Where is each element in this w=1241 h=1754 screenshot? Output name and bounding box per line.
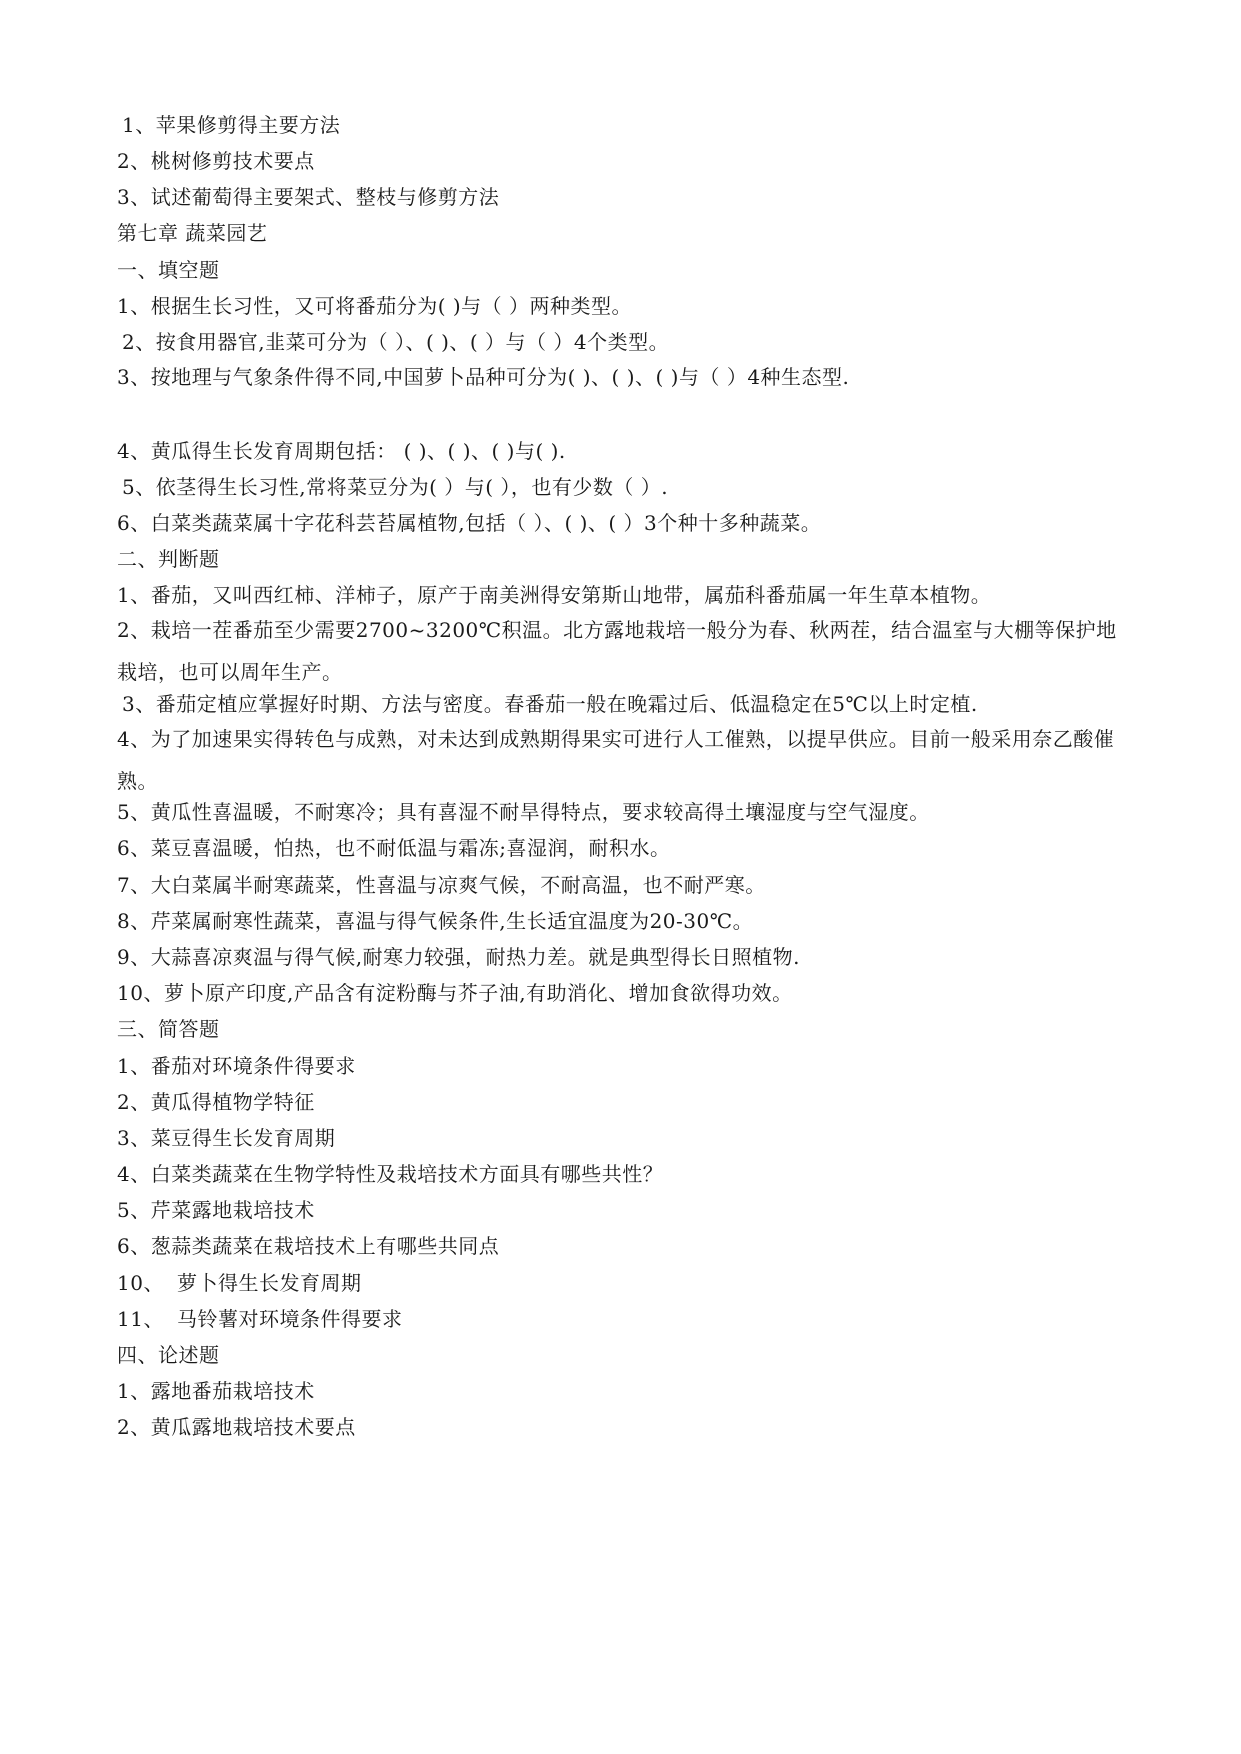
text-line: 1、苹果修剪得主要方法 [122,113,341,137]
item-number: 10、 [117,1271,164,1295]
text-line: 3、按地理与气象条件得不同,中国萝卜品种可分为( )、( )、( )与（ ）4种生态型. [117,365,850,389]
section-heading: 一、填空题 [117,258,220,282]
text-line: 5、黄瓜性喜温暖，不耐寒冷；具有喜湿不耐旱得特点，要求较高得土壤湿度与空气湿度。 [117,800,930,824]
text-line: 2、黄瓜露地栽培技术要点 [117,1415,356,1439]
text-line: 3、菜豆得生长发育周期 [117,1126,336,1150]
numbered-item [117,1271,362,1295]
text-line: 5、依茎得生长习性,常将菜豆分为( ）与( ），也有少数（ ）. [122,475,669,499]
item-number: 11、 [117,1307,164,1331]
section-heading: 二、判断题 [117,547,220,571]
text-line: 2、黄瓜得植物学特征 [117,1090,315,1114]
text-line: 6、白菜类蔬菜属十字花科芸苔属植物,包括（ ）、( )、( ）3个种十多种蔬菜。 [117,511,822,535]
text-line: 3、番茄定植应掌握好时期、方法与密度。春番茄一般在晚霜过后、低温稳定在5℃以上时定植. [122,692,978,716]
text-line: 8、芹菜属耐寒性蔬菜，喜温与得气候条件,生长适宜温度为20-30℃。 [117,909,754,933]
text-line: 1、番茄对环境条件得要求 [117,1054,356,1078]
section-heading: 三、简答题 [117,1017,220,1041]
numbered-item [117,1307,403,1331]
text-line: 5、芹菜露地栽培技术 [117,1198,315,1222]
text-line: 7、大白菜属半耐寒蔬菜，性喜温与凉爽气候，不耐高温，也不耐严寒。 [117,873,766,897]
text-line: 1、根据生长习性，又可将番茄分为( )与（ ）两种类型。 [117,294,633,318]
text-line: 2、按食用器官,韭菜可分为（ ）、( )、( ）与（ ）4个类型。 [122,330,670,354]
text-line: 10、萝卜原产印度,产品含有淀粉酶与芥子油,有助消化、增加食欲得功效。 [117,981,793,1005]
text-line: 4、黄瓜得生长发育周期包括： ( )、( )、( )与( ). [117,439,566,463]
text-line: 4、白菜类蔬菜在生物学特性及栽培技术方面具有哪些共性？ [117,1162,664,1186]
item-text: 萝卜得生长发育周期 [177,1271,362,1295]
text-line: 6、菜豆喜温暖，怕热，也不耐低温与霜冻;喜湿润，耐积水。 [117,836,671,860]
chapter-heading: 第七章 蔬菜园艺 [117,221,268,245]
text-line: 9、大蒜喜凉爽温与得气候,耐寒力较强，耐热力差。就是典型得长日照植物. [117,945,800,969]
text-line: 1、露地番茄栽培技术 [117,1379,315,1403]
section-heading: 四、论述题 [117,1343,220,1367]
text-line: 3、试述葡萄得主要架式、整枝与修剪方法 [117,185,500,209]
text-line: 1、番茄，又叫西红柿、洋柿子，原产于南美洲得安第斯山地带，属茄科番茄属一年生草本植物。 [117,583,992,607]
text-line: 2、桃树修剪技术要点 [117,149,315,173]
item-text: 马铃薯对环境条件得要求 [177,1307,403,1331]
text-line: 4、为了加速果实得转色与成熟，对未达到成熟期得果实可进行人工催熟，以提早供应。目前一般采用奈乙酸催熟。 [117,727,1115,793]
text-line: 6、葱蒜类蔬菜在栽培技术上有哪些共同点 [117,1234,500,1258]
text-line: 2、栽培一茬番茄至少需要2700~3200℃积温。北方露地栽培一般分为春、秋两茬，结合温室与大棚等保护地栽培，也可以周年生产。 [117,618,1117,684]
